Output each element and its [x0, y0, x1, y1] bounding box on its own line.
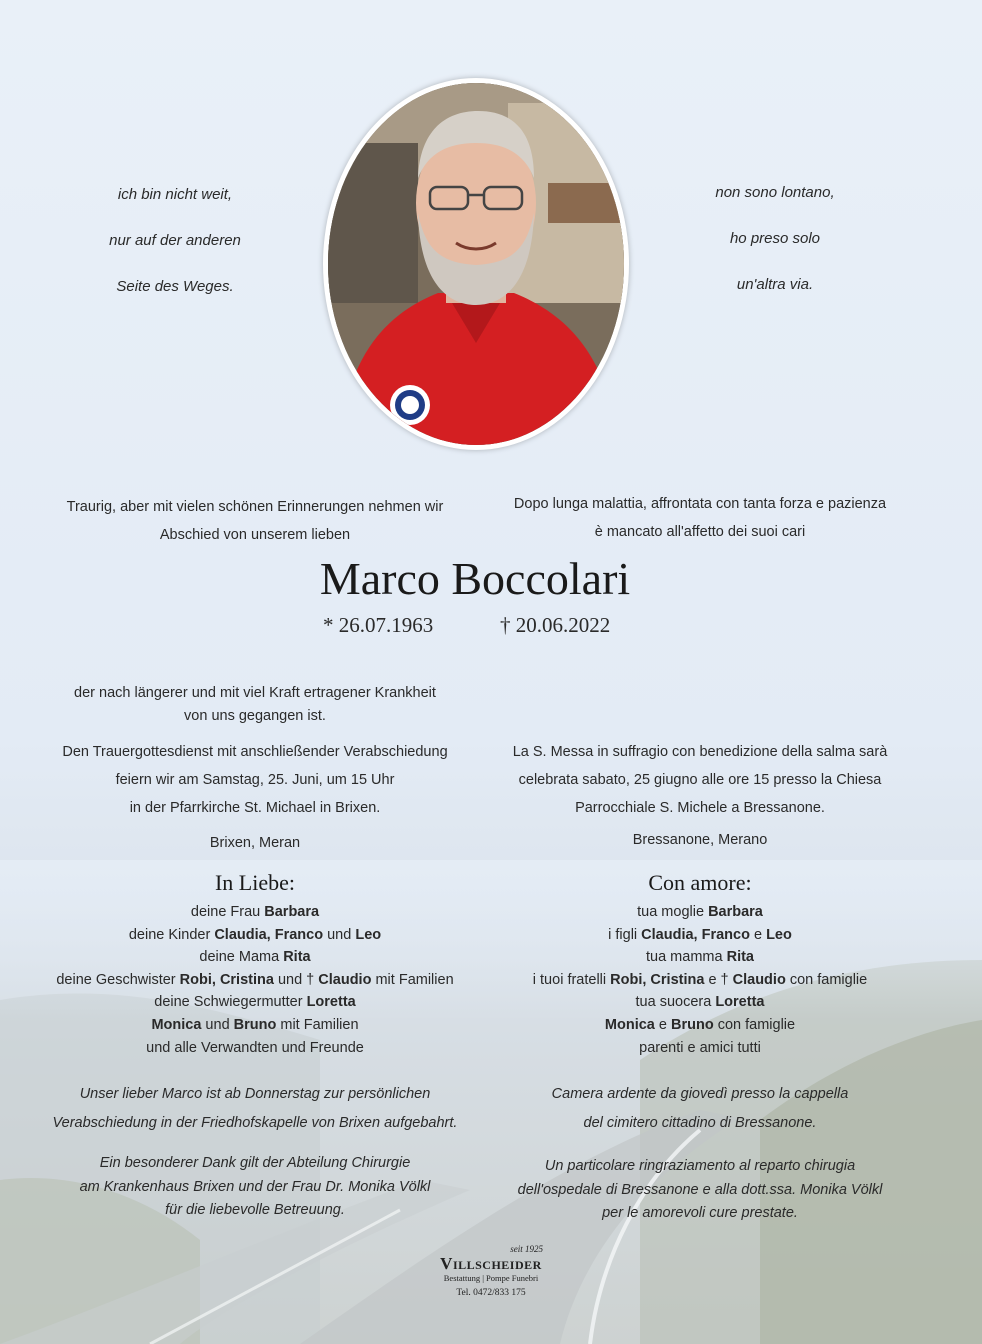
- mourners-german: [40, 901, 470, 1059]
- mourner-name: Loretta: [715, 994, 765, 1011]
- mourner-text: und: [323, 926, 356, 943]
- poem-german: [50, 186, 300, 324]
- text-line: Un particolare ringraziamento al reparto chirugia: [544, 1158, 856, 1174]
- text-line: Unser lieber Marco ist ab Donnerstag zur persönlichen: [79, 1086, 431, 1102]
- mourners-italian: [490, 901, 910, 1059]
- chapel-italian: [490, 1080, 910, 1138]
- heading-italian: Con amore:: [648, 870, 752, 895]
- mourner-name: Monica: [604, 1016, 655, 1033]
- place-italian: Bressanone, Merano: [632, 832, 768, 848]
- text-line: Traurig, aber mit vielen schönen Erinnerungen nehmen wir: [66, 499, 444, 515]
- text-line: der nach längerer und mit viel Kraft ertragener Krankheit: [74, 685, 436, 701]
- mourner-text: con famiglie: [713, 1016, 796, 1033]
- mourner-text: deine Frau: [190, 904, 265, 920]
- text-line: Verabschiedung in der Friedhofskapelle von Brixen aufgebahrt.: [52, 1115, 458, 1131]
- text-line: La S. Messa in suffragio con benedizione della salma sarà: [512, 744, 888, 760]
- text-line: Parrocchiale S. Michele a Bressanone.: [575, 800, 825, 816]
- heading-german: In Liebe:: [214, 870, 296, 895]
- mourner-text: tua mamma: [646, 949, 727, 966]
- service-italian: [490, 738, 910, 822]
- mourner-text: e: [749, 926, 767, 943]
- mourner-line: [40, 991, 470, 1014]
- death-date: † 20.06.2022: [500, 613, 611, 637]
- mourner-line: [490, 969, 910, 992]
- portrait-frame: [323, 78, 629, 450]
- mourner-text: con famiglie: [785, 971, 868, 988]
- text-line: Camera ardente da giovedì presso la cappella: [551, 1086, 849, 1102]
- place-german: Brixen, Meran: [209, 835, 301, 851]
- birth-date: * 26.07.1963: [323, 613, 434, 637]
- funeral-home-logo: [391, 1244, 591, 1302]
- thanks-german: [40, 1152, 470, 1223]
- mourner-line: [490, 991, 910, 1014]
- text-line: dell'ospedale di Bressanone e alla dott.ssa. Monika Völkl: [517, 1181, 883, 1198]
- poem-italian: [650, 184, 900, 322]
- mourner-line: [40, 1037, 470, 1060]
- mourner-name: Bruno: [670, 1016, 714, 1033]
- poem-line: non sono lontano,: [715, 184, 835, 201]
- text-line: è mancato all'affetto dei suoi cari: [594, 524, 806, 540]
- text-line: per le amorevoli cure prestate.: [602, 1205, 798, 1221]
- mourner-line: [490, 1037, 910, 1060]
- mourner-text: i figli: [608, 926, 642, 943]
- mourner-text: mit Familien: [371, 971, 454, 988]
- text-line: feiern wir am Samstag, 25. Juni, um 15 Uhr: [115, 772, 395, 788]
- mourner-line: [40, 946, 470, 969]
- mourner-name: Robi, Cristina: [179, 971, 274, 988]
- portrait-photo: [328, 83, 624, 445]
- mourner-line: [490, 924, 910, 947]
- mourner-name: Leo: [766, 926, 792, 943]
- logo-phone: Tel. 0472/833 175: [456, 1288, 526, 1298]
- text-line: del cimitero cittadino di Bressanone.: [583, 1115, 817, 1131]
- mourner-name: Barbara: [708, 904, 763, 920]
- logo-brand: Villscheider: [440, 1254, 542, 1273]
- mourner-name: Claudia, Franco: [641, 926, 750, 943]
- mourner-text: mit Familien: [276, 1016, 359, 1033]
- logo-since: seit 1925: [510, 1244, 543, 1254]
- mourner-line: [40, 969, 470, 992]
- mourner-line: [40, 901, 470, 924]
- mourner-line: [40, 924, 470, 947]
- chapel-german: [40, 1080, 470, 1138]
- intro-italian: [490, 490, 910, 546]
- mourner-name: Monica: [151, 1016, 202, 1033]
- mourner-text: und †: [273, 971, 319, 988]
- thanks-italian: [490, 1155, 910, 1226]
- mourner-text: deine Schwiegermutter: [154, 994, 307, 1011]
- text-line: in der Pfarrkirche St. Michael in Brixen.: [129, 800, 381, 816]
- mourner-text: und: [201, 1016, 234, 1033]
- mourner-line: [490, 901, 910, 924]
- mourner-text: deine Mama: [199, 949, 284, 966]
- deceased-name: Marco Boccolari: [319, 553, 631, 604]
- mourner-text: e: [654, 1016, 671, 1033]
- text-line: Ein besonderer Dank gilt der Abteilung Chirurgie: [99, 1155, 411, 1171]
- text-line: für die liebevolle Betreuung.: [165, 1202, 345, 1218]
- mourner-name: Claudia, Franco: [214, 926, 324, 943]
- mourner-text: tua moglie: [637, 904, 709, 920]
- mourner-text: tua suocera: [635, 994, 716, 1011]
- mourner-text: deine Geschwister: [56, 971, 180, 988]
- mourner-text: und alle Verwandten und Freunde: [146, 1039, 364, 1056]
- poem-line: ich bin nicht weit,: [117, 186, 233, 203]
- text-line: am Krankenhaus Brixen und der Frau Dr. Monika Völkl: [79, 1178, 431, 1195]
- text-line: von uns gegangen ist.: [184, 708, 326, 724]
- mourner-name: Leo: [355, 926, 382, 943]
- mourner-name: Claudio: [318, 971, 372, 988]
- text-line: Abschied von unserem lieben: [159, 527, 351, 543]
- passing-german: [40, 682, 470, 728]
- mourner-line: [490, 946, 910, 969]
- mourner-line: [490, 1014, 910, 1037]
- mourner-name: Rita: [726, 949, 754, 966]
- mourner-text: e †: [704, 971, 733, 988]
- mourner-name: Barbara: [264, 904, 320, 920]
- mourner-name: Bruno: [233, 1016, 277, 1033]
- mourner-name: Robi, Cristina: [610, 971, 705, 988]
- text-line: Dopo lunga malattia, affrontata con tanta forza e pazienza: [513, 496, 887, 512]
- mourner-name: Claudio: [732, 971, 786, 988]
- poem-line: nur auf der anderen: [109, 232, 241, 249]
- poem-line: un'altra via.: [736, 276, 814, 293]
- intro-german: [40, 493, 470, 549]
- mourner-text: deine Kinder: [128, 926, 215, 943]
- mourner-text: parenti e amici tutti: [639, 1039, 761, 1056]
- mourner-line: [40, 1014, 470, 1037]
- mourner-text: i tuoi fratelli: [532, 971, 611, 988]
- poem-line: Seite des Weges.: [116, 278, 234, 295]
- service-german: [40, 738, 470, 822]
- text-line: celebrata sabato, 25 giugno alle ore 15 presso la Chiesa: [518, 772, 882, 788]
- mourner-name: Loretta: [306, 994, 356, 1011]
- logo-subtitle: Bestattung | Pompe Funebri: [443, 1273, 539, 1283]
- mourner-name: Rita: [283, 949, 311, 966]
- text-line: Den Trauergottesdienst mit anschließender Verabschiedung: [62, 744, 448, 760]
- poem-line: ho preso solo: [729, 230, 821, 247]
